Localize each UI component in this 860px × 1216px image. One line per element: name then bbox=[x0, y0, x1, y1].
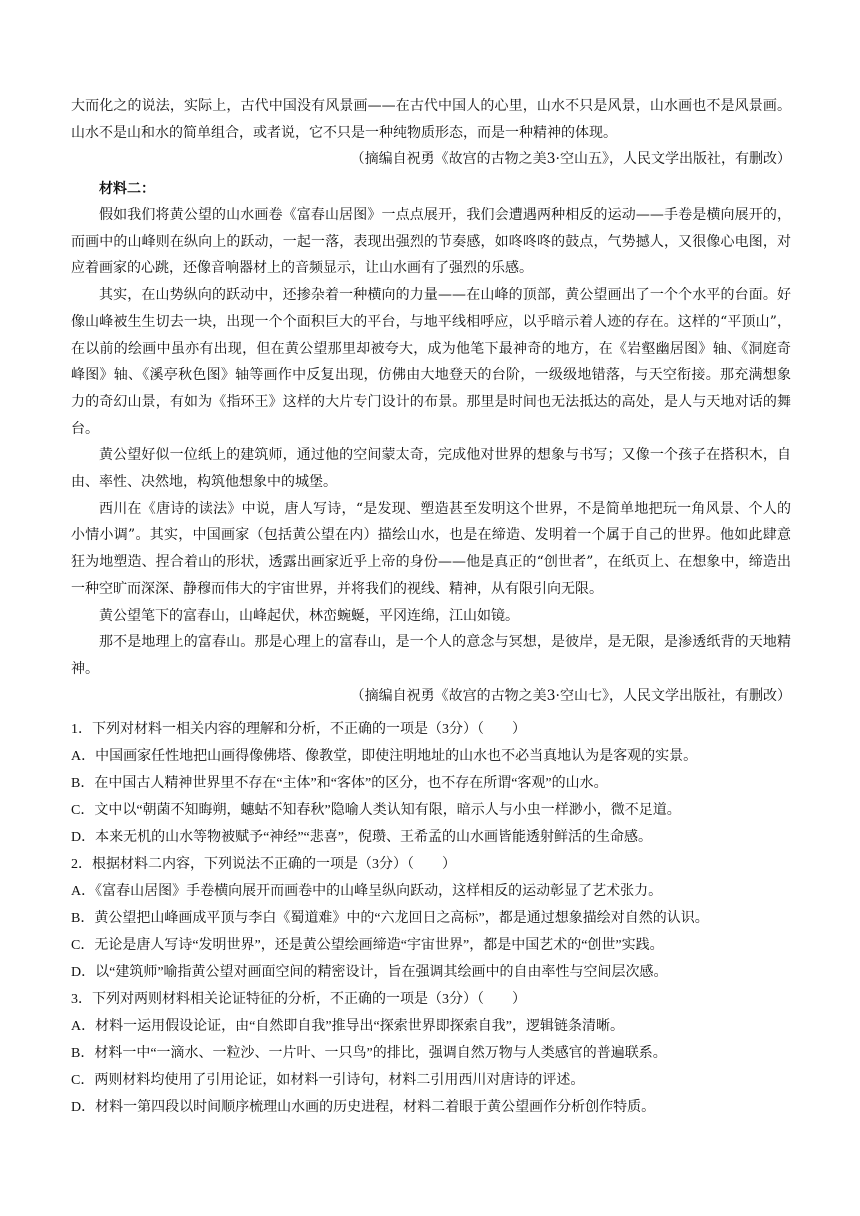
question-2-stem: 2．根据材料二内容，下列说法不正确的一项是（3分）（ ） bbox=[71, 857, 456, 872]
question-3-stem: 3．下列对两则材料相关论证特征的分析，不正确的一项是（3分）（ ） bbox=[71, 992, 526, 1007]
material2-heading: 材料二： bbox=[99, 181, 155, 197]
question-1-stem: 1．下列对材料一相关内容的理解和分析，不正确的一项是（3分）（ ） bbox=[71, 722, 526, 737]
question-2-option-c[interactable]: C．无论是唐人写诗“发明世界”，还是黄公望绘画缔造“宇宙世界”，都是中国艺术的“创世”实践。 bbox=[71, 938, 664, 953]
material2-paragraph-1: 假如我们将黄公望的山水画卷《富春山居图》一点点展开，我们会遭遇两种相反的运动——手卷是横向展开的，而画中的山峰则在纵向上的跃动，一起一落，表现出强烈的节奏感，如咚咚咚的鼓点，气势撼人，又很像心电图，对应着画家的心跳，还像音响器材上的音频显示，让山水画有了强烈的乐感。 bbox=[71, 207, 791, 277]
material1-tail bbox=[71, 93, 791, 173]
question-3-option-b[interactable]: B．材料一中“一滴水、一粒沙、一片叶、一只鸟”的排比，强调自然万物与人类感官的普遍联系。 bbox=[71, 1046, 667, 1061]
question-1-option-b[interactable]: B．在中国古人精神世界里不存在“主体”和“客体”的区分，也不存在所谓“客观”的山水。 bbox=[71, 776, 608, 791]
question-1-option-d[interactable]: D．本来无机的山水等物被赋予“神经”“悲喜”，倪瓒、王希孟的山水画皆能透射鲜活的生命感。 bbox=[71, 830, 652, 845]
intro-paragraph: 大而化之的说法，实际上，古代中国没有风景画——在古代中国人的心里，山水不只是风景，山水画也不是风景画。山水不是山和水的简单组合，或者说，它不只是一种纯物质形态，而是一种精神的体现。 bbox=[71, 98, 791, 141]
material2-paragraph-3: 黄公望好似一位纸上的建筑师，通过他的空间蒙太奇，完成他对世界的想象与书写；又像一个孩子在搭积木，自由、率性、决然地，构筑他想象中的城堡。 bbox=[71, 447, 791, 491]
question-1-option-a[interactable]: A．中国画家任性地把山画得像佛塔、像教堂，即使注明地址的山水也不必当真地认为是客观的实景。 bbox=[71, 749, 698, 764]
material2-paragraph-5: 黄公望笔下的富春山，山峰起伏，林峦蜿蜒，平冈连绵，江山如镜。 bbox=[99, 607, 519, 624]
question-1 bbox=[71, 716, 791, 851]
question-3-option-d[interactable]: D．材料一第四段以时间顺序梳理山水画的历史进程，材料二着眼于黄公望画作分析创作特质。 bbox=[71, 1100, 656, 1115]
question-3 bbox=[71, 986, 791, 1121]
material2-source: （摘编自祝勇《故宫的古物之美3·空山七》，人民文学出版社，有删改） bbox=[350, 687, 791, 704]
material1-source: （摘编自祝勇《故宫的古物之美3·空山五》，人民文学出版社，有删改） bbox=[350, 151, 791, 168]
material2-paragraph-2: 其实，在山势纵向的跃动中，还掺杂着一种横向的力量——在山峰的顶部，黄公望画出了一个个水平的台面。好像山峰被生生切去一块，出现一个个面积巨大的平台，与地平线相呼应，以乎暗示着人迹的存在。这样的“平顶山”，在以前的绘画中虽亦有出现，但在黄公望那里却被夸大，成为他笔下最神奇的地方，在《岩壑幽居图》轴、《洞庭奇峰图》轴、《溪亭秋色图》轴等画作中反复出现，仿佛由大地登天的台阶，一级级地错落，与天空衔接。那充满想象力的奇幻山景，有如为《指环王》这样的大片专门设计的布景。那里是时间也无法抵达的高处，是人与天地对话的舞台。 bbox=[71, 287, 791, 437]
question-2-option-d[interactable]: D．以“建筑师”喻指黄公望对画面空间的精密设计，旨在强调其绘画中的自由率性与空间层次感。 bbox=[71, 965, 668, 980]
question-3-option-c[interactable]: C．两则材料均使用了引用论证，如材料一引诗句，材料二引用西川对唐诗的评述。 bbox=[71, 1073, 585, 1088]
question-3-option-a[interactable]: A．材料一运用假设论证，由“自然即自我”推导出“探索世界即探索自我”，逻辑链条清晰。 bbox=[71, 1019, 624, 1034]
question-2-option-a[interactable]: A．《富春山居图》手卷横向展开而画卷中的山峰呈纵向跃动，这样相反的运动彰显了艺术张力。 bbox=[71, 884, 663, 899]
question-1-option-c[interactable]: C．文中以“朝菌不知晦朔，蟪蛄不知春秋”隐喻人类认知有限，暗示人与小虫一样渺小，微不足道。 bbox=[71, 803, 681, 818]
material2 bbox=[71, 176, 791, 710]
material2-paragraph-4: 西川在《唐诗的读法》中说，唐人写诗，“是发现、塑造甚至发明这个世界，不是简单地把玩一角风景、个人的小情小调”。其实，中国画家（包括黄公望在内）描绘山水，也是在缔造、发明着一个属于自己的世界。他如此肆意狂为地塑造、捏合着山的形状，透露出画家近乎上帝的身份——他是真正的“创世者”，在纸页上、在想象中，缔造出一种空旷而深深、静穆而伟大的宇宙世界，并将我们的视线、精神，从有限引向无限。 bbox=[71, 500, 791, 597]
material2-paragraph-6: 那不是地理上的富春山。那是心理上的富春山，是一个人的意念与冥想，是彼岸，是无限，是渗透纸背的天地精神。 bbox=[71, 634, 791, 677]
question-2-option-b[interactable]: B．黄公望把山峰画成平顶与李白《蜀道难》中的“六龙回日之高标”，都是通过想象描绘对自然的认识。 bbox=[71, 911, 709, 926]
question-2 bbox=[71, 851, 791, 986]
